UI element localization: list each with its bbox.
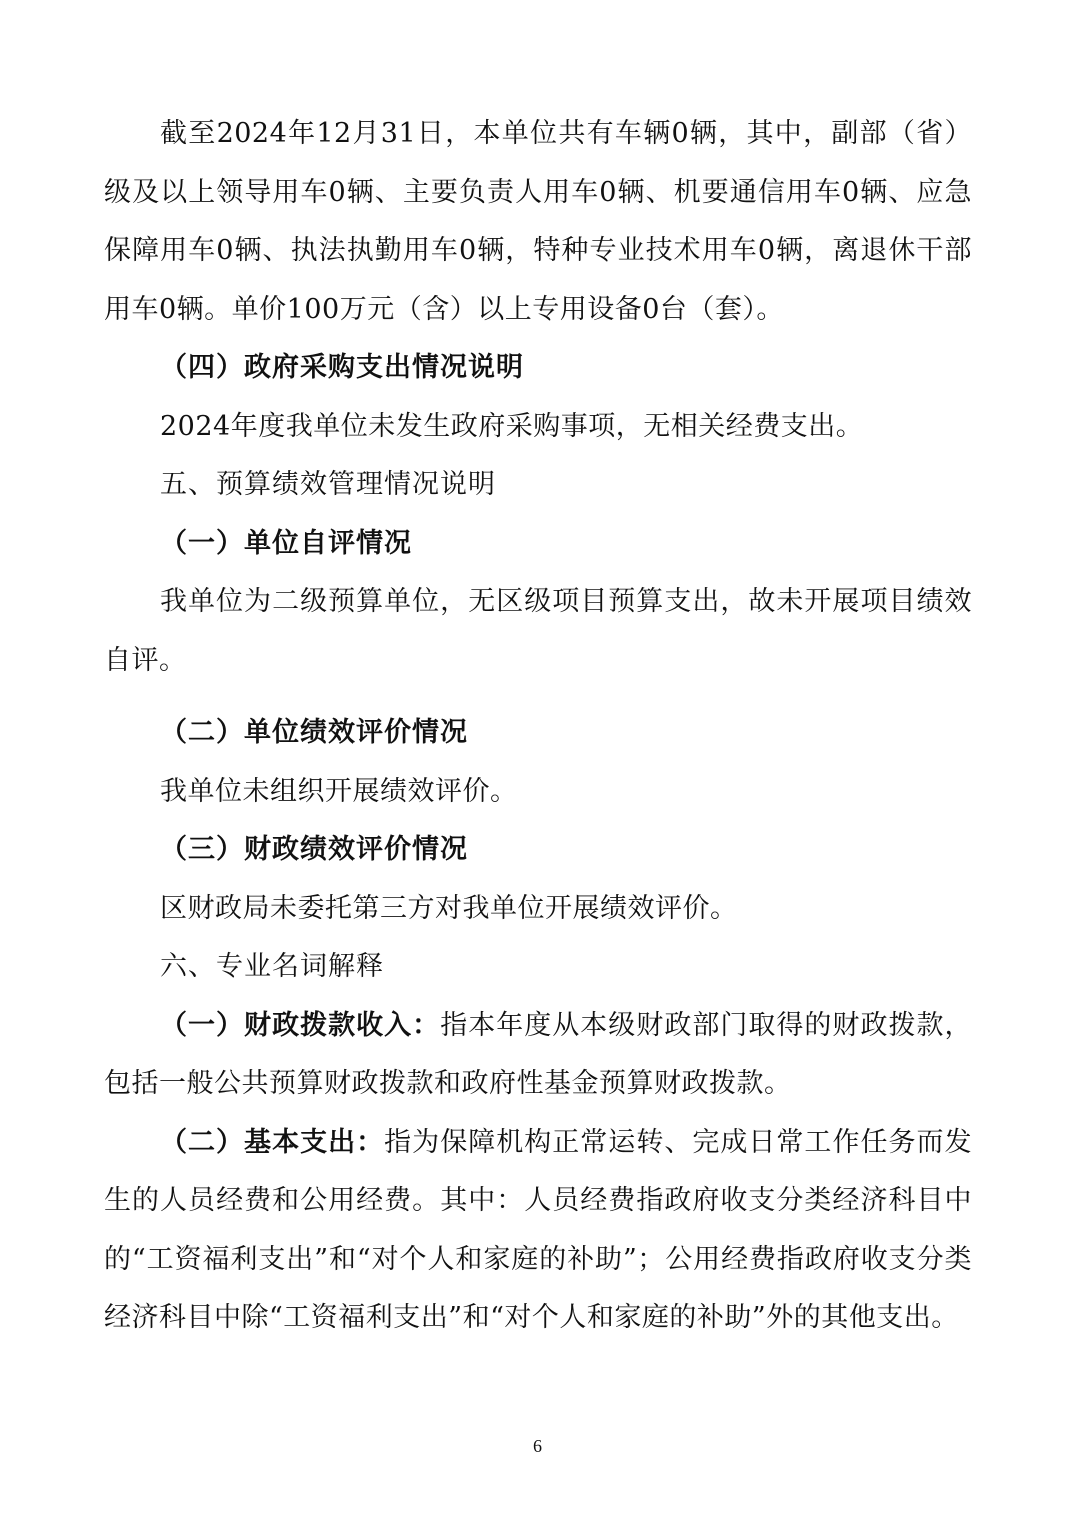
procurement-paragraph: 2024年度我单位未发生政府采购事项，无相关经费支出。 xyxy=(160,410,864,442)
term-basic-expenditure-definition: 指为保障机构正常运转、完成日常工作任务而发生的人员经费和公用经费。其中：人员经费指政府收支分类经济科目中的“工资福利支出”和“对个人和家庭的补助”；公用经费指政府收支分类经济科目中除“工资福利支出”和“对个人和家庭的补助”外的其他支出。 xyxy=(104,1126,973,1333)
procurement-heading: （四）政府采购支出情况说明 xyxy=(160,352,524,383)
term-basic-expenditure-label: （二）基本支出： xyxy=(160,1126,385,1158)
fiscal-evaluation-heading: （三）财政绩效评价情况 xyxy=(160,834,468,865)
self-evaluation-paragraph: 我单位为二级预算单位，无区级项目预算支出，故未开展项目绩效自评。 xyxy=(104,586,972,676)
term-fiscal-appropriation-label: （一）财政拨款收入： xyxy=(160,1009,441,1041)
self-evaluation-heading: （一）单位自评情况 xyxy=(160,527,412,559)
page-body xyxy=(104,105,972,1348)
section-six-heading: 六、专业名词解释 xyxy=(160,951,384,982)
unit-evaluation-paragraph: 我单位未组织开展绩效评价。 xyxy=(160,775,518,807)
term-fiscal-appropriation-definition: 指本年度从本级财政部门取得的财政拨款，包括一般公共预算财政拨款和政府性基金预算财政拨款。 xyxy=(104,1009,973,1099)
section-five-heading: 五、预算绩效管理情况说明 xyxy=(160,469,496,500)
term-fiscal-appropriation-paragraph xyxy=(104,997,972,1114)
vehicles-paragraph: 截至2024年12月31日，本单位共有车辆0辆，其中，副部（省）级及以上领导用车0辆、主要负责人用车0辆、机要通信用车0辆、应急保障用车0辆、执法执勤用车0辆，特种专业技术用车0辆，离退休干部用车0辆。单价100万元（含）以上专用设备0台（套）。 xyxy=(104,118,972,325)
page-number: 6 xyxy=(533,1436,542,1456)
fiscal-evaluation-paragraph: 区财政局未委托第三方对我单位开展绩效评价。 xyxy=(160,892,738,924)
term-basic-expenditure-paragraph xyxy=(104,1114,972,1348)
unit-evaluation-heading: （二）单位绩效评价情况 xyxy=(160,717,468,748)
